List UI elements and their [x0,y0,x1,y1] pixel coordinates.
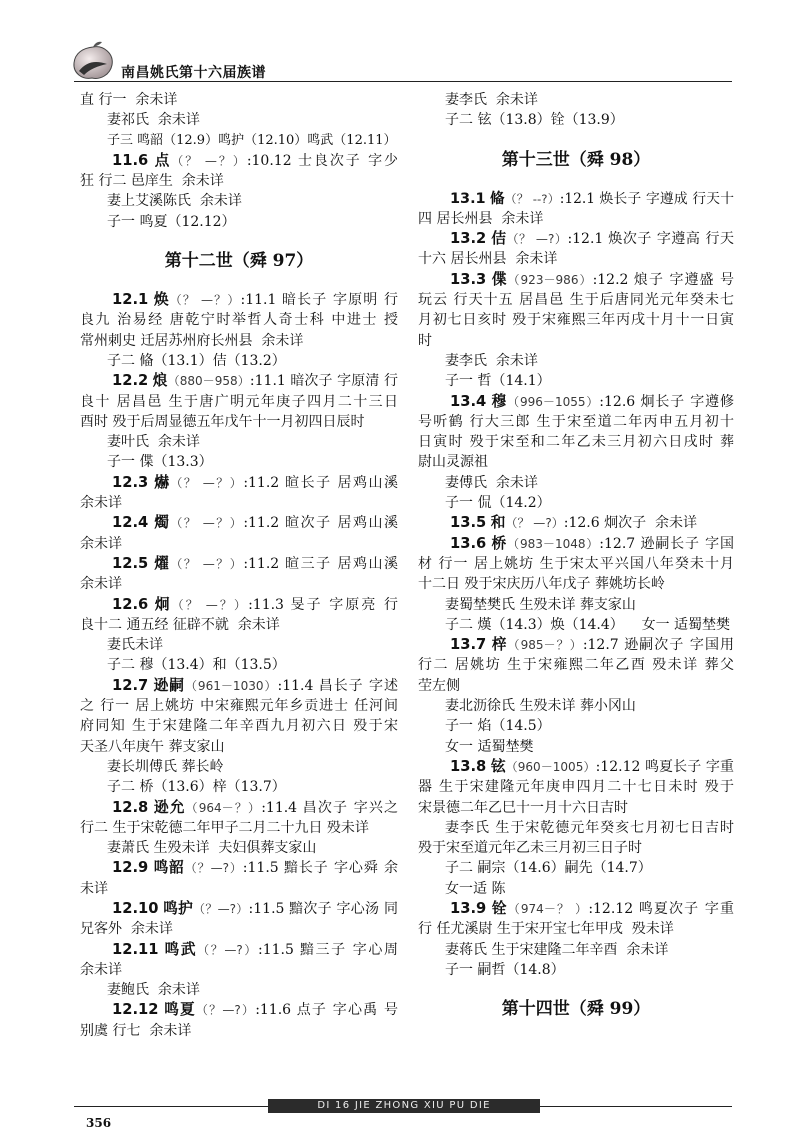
entry-text: :11.6 点子 字心禹 号 [255,1002,398,1019]
entry-number: 12.10 [112,899,159,917]
entry-continuation-line: 材 行一 居上姚坊 生于宋太平兴国八年癸未十月 [418,555,734,572]
life-dates: （？ —？） [171,597,249,612]
person-entry [80,371,398,391]
family-emblem-logo [68,40,118,82]
entry-continuation-line: 月初七日亥时 殁于宋雍熙三年丙戌十月十一日寅 [418,312,734,329]
life-dates: （？ —?） [505,516,564,531]
person-entry [80,798,398,818]
person-entry [418,757,734,777]
entry-number: 13.2 [450,230,487,248]
entry-number: 12.1 [112,291,149,309]
person-entry [418,189,734,209]
entry-continuation-line: 尉山灵源祖 [418,454,488,471]
person-name: 鸣护 [163,899,194,917]
entry-continuation-line: 十六 居长州县 余未详 [418,251,558,268]
entry-continuation-line: 常州刺史 迁居苏州府长州县 余未详 [80,332,304,349]
entry-number: 12.9 [112,859,149,877]
person-entry [418,899,734,919]
person-entry [80,1000,398,1020]
person-name: 逊嗣 [153,676,185,694]
footer-band: DI 16 JIE ZHONG XIU PU DIE [268,1099,540,1113]
life-dates: （？ —？） [169,293,241,308]
life-dates: （996－1055） [507,394,600,409]
family-detail-line: 妻祁氏 余未详 [107,112,200,129]
family-detail-line: 妻上艾溪陈氏 余未详 [107,193,242,210]
family-detail-line: 妻李氏 余未详 [445,92,538,108]
entry-text: :12.6 炯长子 字遵修 [599,393,734,410]
life-dates: （？ —？） [170,475,244,490]
person-name: 鸣夏 [164,1001,196,1019]
person-name: 鸣韶 [153,859,185,877]
person-entry [80,513,398,533]
life-dates: （？—?） [197,942,259,957]
entry-continuation-line: 日寅时 殁于宋至和二年乙未三月初六日戌时 葬 [418,434,734,451]
person-name: 梓 [491,636,508,654]
entry-number: 12.6 [112,595,149,613]
entry-text: :12.12 鸣夏长子 字重 [595,758,734,775]
family-detail-line: 妻北沥徐氏 生殁未详 葬小冈山 [445,698,636,715]
person-entry [80,290,398,310]
entry-continuation-line: 余未详 [80,495,122,512]
family-detail-line: 子一 偞（13.3） [107,454,213,471]
entry-continuation-line: 良九 治易经 唐乾宁时举哲人奇士科 中进士 授 [80,312,398,329]
family-detail-line: 子一 哲（14.1） [445,373,551,390]
generation-heading: 第十二世（舜 97） [164,251,314,272]
entry-continuation-line: 未详 [80,880,108,897]
family-detail-line: 子一 嗣哲（14.8） [445,961,565,978]
right-text-column [418,90,734,1038]
entry-number: 12.3 [112,473,149,491]
family-detail-line: 妻鲍氏 余未详 [107,982,200,999]
family-detail-line: 子一 焰（14.5） [445,718,551,735]
family-detail-line: 妻萧氏 生殁未详 夫妇俱葬支家山 [107,840,317,857]
life-dates: （985－？） [507,638,583,653]
life-dates: （961－1030） [184,678,278,693]
entry-text: :12.12 鸣夏次子 字重 [588,900,734,917]
generation-heading: 第十三世（舜 98） [501,149,651,170]
entry-number: 13.9 [450,899,487,917]
family-detail-line: 子二 嗣宗（14.6）嗣先（14.7） [445,860,652,877]
person-entry [418,229,734,249]
life-dates: （983－1048） [507,536,600,551]
entry-continuation-line: 玩云 行天十五 居昌邑 生于后唐同光元年癸未七 [418,292,734,309]
person-name: 爀 [154,473,171,491]
entry-continuation-line: 茔左侧 [418,677,460,694]
family-detail-line: 子二 熯（14.3）焕（14.4） 女一 适蜀埜樊 [445,616,731,633]
entry-continuation-line: 宋景德二年乙巳十一月十六日吉时 [418,799,628,816]
entry-continuation-line: 殁于宋至道元年乙未三月初三日子时 [418,840,642,857]
family-detail-line: 妻蜀埜樊氏 生殁未详 葬支家山 [445,596,636,613]
person-name: 焕 [153,291,170,309]
person-name: 炯 [154,595,172,613]
person-entry [418,635,734,655]
life-dates: （880－958） [167,374,250,389]
entry-text: :12.1 焕次子 字遵高 行天 [567,231,734,248]
person-name: 偞 [491,270,508,288]
person-name: 燭 [154,514,171,532]
entry-continuation-line: 酉时 殁于后周显德五年戊午十一月初四日辰时 [80,413,365,430]
family-detail-line: 妻李氏 余未详 [445,352,538,369]
life-dates: （923－986） [507,272,593,287]
person-name: 点 [154,151,172,169]
left-text-column [80,90,398,1041]
entry-text: :11.2 暄三子 居鸡山溪 [243,555,399,572]
family-detail-line: 子三 鸣韶（12.9）鸣护（12.10）鸣武（12.11） [107,132,397,148]
person-entry [80,940,398,960]
family-detail-line: 妻蒋氏 生于宋建隆二年辛酉 余未详 [445,941,669,958]
entry-number: 12.2 [112,372,149,390]
entry-text: :12.7 逊嗣长子 字国 [599,535,734,552]
person-entry [80,858,398,878]
life-dates: （？ --?） [504,191,560,206]
entry-continuation-line: 良十 居昌邑 生于唐广明元年庚子四月二十三日 [80,393,398,410]
entry-continuation-line: 天圣八年庚午 葬支家山 [80,738,225,755]
person-name: 和 [490,514,506,532]
family-detail-line: 子二 偹（13.1）佶（13.2） [107,352,286,369]
entry-text: :11.5 黯次子 字心汤 同 [248,900,398,917]
entry-text: :10.12 士良次子 字少 [246,152,398,169]
entry-number: 13.5 [450,514,487,532]
entry-number: 11.6 [112,151,149,169]
person-entry [418,513,734,533]
person-name: 逊允 [153,798,186,816]
entry-continuation-line: 行 任尤溪尉 生于宋开宝七年甲戌 殁未详 [418,921,674,938]
person-name: 烺 [152,372,168,390]
life-dates: （？—?） [193,901,249,916]
life-dates: （964－？） [185,800,262,815]
life-dates: （？ —?） [506,232,568,247]
entry-text: :11.1 暗次子 字原清 行 [249,373,398,390]
life-dates: （？—?） [184,861,243,876]
family-detail-line: 子一 侃（14.2） [445,495,551,512]
entry-continuation-line: 兄客外 余未详 [80,921,173,938]
person-name: 桥 [491,534,508,552]
life-dates: （？ —？） [170,516,244,531]
entry-continuation-line: 直 行一 余未详 [80,92,178,108]
entry-text: :11.2 暄次子 居鸡山溪 [243,515,399,532]
entry-number: 12.5 [112,554,149,572]
entry-continuation-line: 行二 居姚坊 生于宋雍熙二年乙酉 殁未详 葬父 [418,657,734,674]
person-name: 穆 [491,392,508,410]
entry-number: 12.8 [112,798,149,816]
entry-text: :11.5 黯三子 字心周 [258,941,398,958]
entry-text: :12.7 逊嗣次子 字国用 [582,637,735,654]
family-detail-line: 子二 桥（13.6）梓（13.7） [107,779,286,796]
entry-continuation-line: 狂 行二 邑庠生 余未详 [80,173,224,190]
life-dates: （？ —？） [171,153,247,168]
entry-continuation-line: 号听鹤 行大三郎 生于宋至道二年丙申五月初十 [418,413,734,430]
entry-number: 12.12 [112,1001,159,1019]
family-detail-line: 子二 铉（13.8）铨（13.9） [445,112,624,129]
life-dates: （？—?） [195,1003,256,1018]
header-rule [74,81,732,82]
entry-text: :11.4 昌长子 字述 [277,677,398,694]
entry-continuation-line: 四 居长州县 余未详 [418,210,544,227]
person-entry [80,676,398,696]
person-name: 偹 [490,190,505,207]
person-entry [80,554,398,574]
generation-heading: 第十四世（舜 99） [501,999,651,1020]
person-name: 鸣武 [164,940,198,958]
entry-continuation-line: 之 行一 居上姚坊 中宋雍熙元年乡贡进士 任河间 [80,698,398,715]
entry-continuation-line: 十二日 殁于宋庆历八年戊子 葬姚坊长岭 [418,576,665,593]
entry-number: 13.4 [450,392,487,410]
page-number: 356 [86,1116,112,1130]
family-detail-line: 子一 鸣夏（12.12） [107,213,236,230]
family-detail-line: 妻傅氏 余未详 [445,474,538,491]
entry-text: :11.4 昌次子 字兴之 [261,799,398,816]
family-detail-line: 女一 适蜀埜樊 [445,738,534,755]
family-detail-line: 妻李氏 生于宋乾德元年癸亥七月初七日吉时 [445,819,734,836]
entry-continuation-line: 器 生于宋建隆元年庚申四月二十七日未时 殁于 [418,779,734,796]
family-detail-line: 妻叶氏 余未详 [107,434,200,451]
entry-continuation-line: 余未详 [80,535,122,552]
entry-text: :11.2 暄长子 居鸡山溪 [243,474,399,491]
entry-continuation-line: 良十二 通五经 征辟不就 余未详 [80,616,280,633]
entry-text: :12.1 焕长子 字遵成 行天十 [559,190,734,207]
family-detail-line: 女一适 陈 [445,880,506,897]
family-detail-line: 妻长圳傅氏 葬长岭 [107,758,224,775]
person-entry [80,595,398,615]
entry-continuation-line: 别虞 行七 余未详 [80,1022,192,1039]
entry-text: :12.6 炯次子 余未详 [563,515,697,532]
entry-continuation-line: 行二 生于宋乾德二年甲子二月二十九日 殁未详 [80,819,369,836]
person-entry [418,270,734,290]
person-entry [80,151,398,171]
person-name: 铨 [491,899,508,917]
entry-number: 13.8 [450,757,487,775]
person-entry [80,899,398,919]
entry-number: 12.11 [112,940,159,958]
person-name: 燿 [154,554,171,572]
entry-number: 12.7 [112,676,149,694]
person-entry [418,534,734,554]
entry-number: 13.3 [450,270,487,288]
entry-text: :12.2 烺子 字遵盛 号 [592,271,734,288]
entry-continuation-line: 时 [418,332,432,349]
person-name: 佶 [491,230,507,248]
entry-number: 13.7 [450,636,487,654]
entry-continuation-line: 府同知 生于宋建隆二年辛酉九月初六日 殁于宋 [80,718,398,735]
entry-continuation-line: 余未详 [80,961,122,978]
entry-continuation-line: 余未详 [80,576,122,593]
life-dates: （？ —？） [170,556,244,571]
life-dates: （960－1005） [505,759,596,774]
person-entry [418,392,734,412]
book-title: 南昌姚氏第十六届族谱 [121,65,266,81]
person-name: 铉 [490,757,506,775]
entry-text: :11.1 暗长子 字原明 行 [240,292,398,309]
entry-number: 12.4 [112,514,149,532]
entry-text: :11.5 黯长子 字心舜 余 [242,860,398,877]
life-dates: （974－？ ） [507,901,589,916]
family-detail-line: 子二 穆（13.4）和（13.5） [107,657,286,674]
entry-number: 13.1 [450,190,486,207]
person-entry [80,473,398,493]
family-detail-line: 妻氏未详 [107,637,163,654]
entry-number: 13.6 [450,534,487,552]
entry-text: :11.3 旻子 字原亮 行 [248,596,398,613]
